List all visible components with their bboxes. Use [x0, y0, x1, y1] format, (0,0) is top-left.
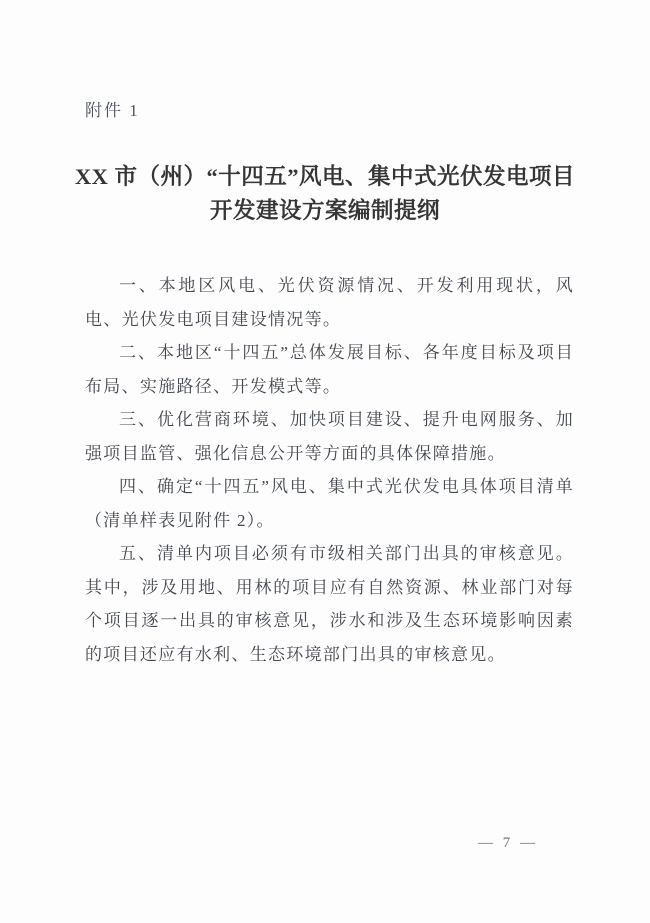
document-body: [85, 269, 574, 671]
paragraph-4: 四、确定“十四五”风电、集中式光伏发电具体项目清单（清单样表见附件 2）。: [85, 477, 574, 530]
document-title-line-1: XX 市（州）“十四五”风电、集中式光伏发电项目: [74, 164, 576, 189]
paragraph-3: 三、优化营商环境、加快项目建设、提升电网服务、加强项目监管、强化信息公开等方面的具体保障措施。: [85, 410, 574, 463]
paragraph-5: 五、清单内项目必须有市级相关部门出具的审核意见。其中，涉及用地、用林的项目应有自然资源、林业部门对每个项目逐一出具的审核意见，涉水和涉及生态环境影响因素的项目还应有水利、生态环境部门出具的审核意见。: [85, 544, 574, 664]
paragraph-2: 二、本地区“十四五”总体发展目标、各年度目标及项目布局、实施路径、开发模式等。: [85, 343, 574, 396]
page-number: — 7 —: [478, 835, 538, 851]
attachment-label: 附件 1: [85, 101, 140, 120]
document-title-line-2: 开发建设方案编制提纲: [209, 198, 440, 223]
document-title: [40, 160, 610, 228]
paragraph-1: 一、本地区风电、光伏资源情况、开发利用现状，风电、光伏发电项目建设情况等。: [85, 276, 574, 329]
